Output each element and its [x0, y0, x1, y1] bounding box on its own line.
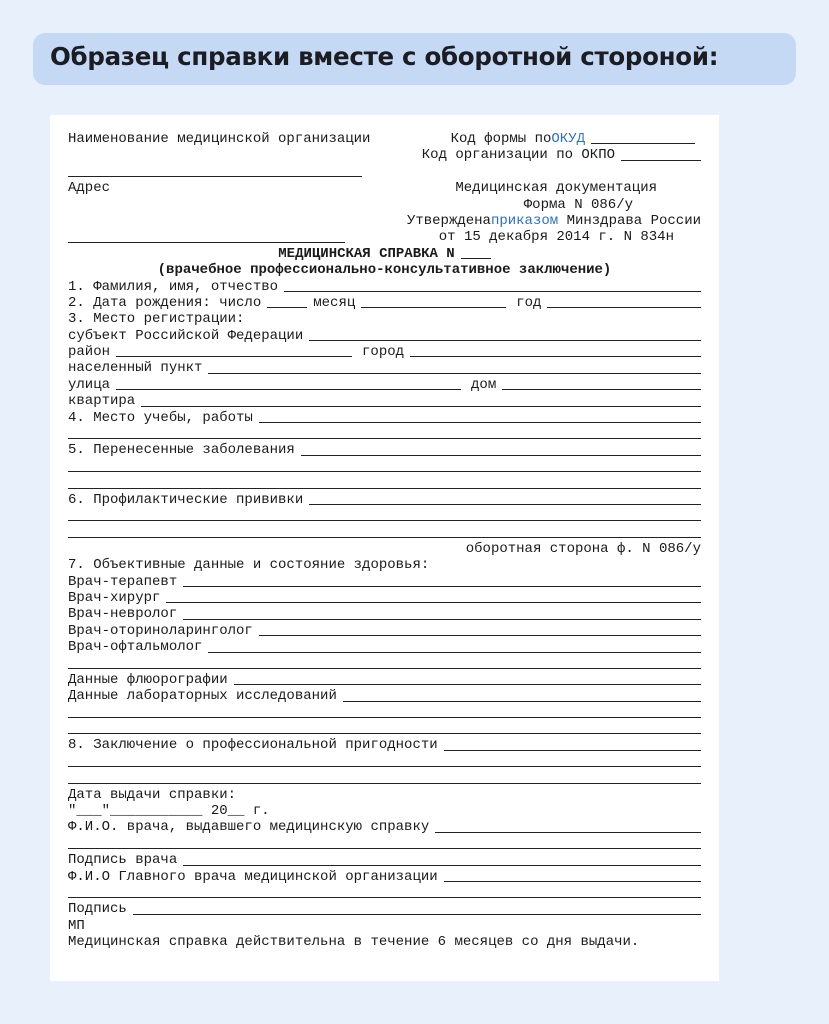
work-row: [68, 410, 701, 426]
lab-row-3: [68, 721, 701, 737]
neurologist-row: [68, 606, 701, 622]
vaccinations-field-2[interactable]: [68, 520, 701, 521]
diseases-label: 5. Перенесенные заболевания: [68, 442, 295, 459]
lab-label: Данные лабораторных исследований: [68, 688, 337, 705]
form-number: Форма N 086/у: [523, 196, 633, 213]
birth-year-field[interactable]: [547, 307, 701, 308]
ent-row: [68, 623, 701, 639]
stamp-label: МП: [68, 917, 85, 934]
diseases-field-3[interactable]: [68, 488, 701, 489]
vaccinations-field-3[interactable]: [68, 537, 701, 538]
subject-field[interactable]: [309, 340, 701, 341]
doctor-name-field[interactable]: [435, 832, 701, 833]
chief-name-row-2: [68, 885, 701, 901]
header-row-3: [68, 164, 701, 180]
ophthalmologist-row: [68, 639, 701, 655]
org-name-label: Наименование медицинской организации: [68, 130, 371, 147]
address-field[interactable]: [68, 242, 345, 243]
lab-field-2[interactable]: [68, 717, 701, 718]
chief-name-field-2[interactable]: [68, 897, 701, 898]
settlement-label: населенный пункт: [68, 360, 203, 377]
approved-label: Утверждена: [406, 212, 491, 229]
doctor-sign-field[interactable]: [183, 865, 701, 866]
settlement-row: [68, 360, 701, 376]
house-field[interactable]: [502, 389, 701, 390]
okpo-label: Код организации по ОКПО: [421, 147, 615, 164]
birthdate-row: [68, 295, 701, 311]
chief-name-field[interactable]: [444, 881, 701, 882]
doctor-name-row-2: [68, 836, 701, 852]
conclusion-field[interactable]: [444, 750, 701, 751]
ophthalmologist-label: Врач-офтальмолог: [68, 639, 203, 656]
med-doc-label: Медицинская документация: [455, 180, 657, 197]
reverse-side-label: оборотная сторона ф. N 086/у: [465, 540, 701, 557]
ophthalmologist-row-2: [68, 656, 701, 672]
header-row-7: [68, 229, 701, 245]
work-label: 4. Место учебы, работы: [68, 409, 253, 426]
apartment-label: квартира: [68, 393, 136, 410]
header-row-5: [68, 197, 701, 213]
address-label: Адрес: [68, 180, 111, 197]
apartment-field[interactable]: [141, 406, 701, 407]
header-row-6: [68, 213, 701, 229]
neurologist-field[interactable]: [183, 619, 701, 620]
header-row-1: [68, 131, 701, 147]
subject-row: [68, 328, 701, 344]
surgeon-row: [68, 590, 701, 606]
ent-label: Врач-оториноларинголог: [68, 622, 253, 639]
diseases-row-2: [68, 459, 701, 475]
medical-certificate-form: [68, 131, 701, 951]
settlement-field[interactable]: [208, 373, 701, 374]
doctor-sign-label: Подпись врача: [68, 852, 178, 869]
street-label: улица: [68, 376, 111, 393]
subject-label: субъект Российской Федерации: [68, 327, 304, 344]
form-code-label: Код формы по: [450, 130, 552, 147]
doctor-name-row: [68, 819, 701, 835]
vaccinations-label: 6. Профилактические прививки: [68, 491, 304, 508]
street-field[interactable]: [116, 389, 461, 390]
registration-row: [68, 311, 701, 327]
apartment-row: [68, 393, 701, 409]
sign-row: [68, 901, 701, 917]
surgeon-field[interactable]: [166, 602, 701, 603]
vaccinations-row-2: [68, 508, 701, 524]
validity-row: [68, 934, 701, 950]
order-date: от 15 декабря 2014 г. N 834н: [438, 229, 674, 246]
birth-month-field[interactable]: [361, 307, 506, 308]
fluoro-label: Данные флюорографии: [68, 671, 228, 688]
birth-day-field[interactable]: [267, 307, 307, 308]
fluoro-row: [68, 672, 701, 688]
issue-date-field[interactable]: "___"___________ 20__ г.: [68, 803, 270, 819]
work-field[interactable]: [259, 422, 701, 423]
okud-field[interactable]: [591, 143, 695, 144]
reverse-side-row: [68, 541, 701, 557]
health-row: [68, 557, 701, 573]
district-label: район: [68, 344, 111, 361]
city-label: город: [362, 344, 405, 361]
chief-name-row: [68, 869, 701, 885]
issue-date-value-row: [68, 803, 701, 819]
certificate-title: МЕДИЦИНСКАЯ СПРАВКА N: [278, 245, 455, 262]
issue-date-label: Дата выдачи справки:: [68, 786, 237, 803]
chief-name-label: Ф.И.О Главного врача медицинской организации: [68, 868, 438, 885]
certificate-title-row: [68, 246, 701, 262]
conclusion-row-2: [68, 754, 701, 770]
validity-note: Медицинская справка действительна в течение 6 месяцев со дня выдачи.: [68, 934, 640, 951]
vaccinations-field[interactable]: [309, 504, 701, 505]
stamp-row: [68, 918, 701, 934]
fluoro-field[interactable]: [234, 684, 701, 685]
certificate-subtitle-row: [68, 262, 701, 278]
street-row: [68, 377, 701, 393]
conclusion-label: 8. Заключение о профессиональной пригодности: [68, 737, 438, 754]
okud-link[interactable]: ОКУД: [551, 130, 585, 147]
birth-year-label: год: [516, 294, 542, 311]
fio-field[interactable]: [284, 291, 701, 292]
page-title: Образец справки вместе с оборотной стороной:: [50, 42, 719, 71]
ministry-label: Минздрава России: [558, 212, 701, 229]
health-label: 7. Объективные данные и состояние здоровья:: [68, 557, 430, 574]
therapist-field[interactable]: [183, 586, 701, 587]
work-field-2[interactable]: [68, 438, 701, 439]
header-row-4: [68, 180, 701, 196]
conclusion-row-3: [68, 770, 701, 786]
vaccinations-row: [68, 492, 701, 508]
conclusion-field-3[interactable]: [68, 783, 701, 784]
lab-field[interactable]: [343, 701, 701, 702]
lab-field-3[interactable]: [68, 733, 701, 734]
doctor-name-label: Ф.И.О. врача, выдавшего медицинскую справку: [68, 819, 430, 836]
lab-row-2: [68, 705, 701, 721]
title-banner: [33, 33, 796, 85]
sign-label: Подпись: [68, 901, 127, 918]
district-field[interactable]: [116, 356, 352, 357]
surgeon-label: Врач-хирург: [68, 589, 161, 606]
fio-row: [68, 279, 701, 295]
house-label: дом: [471, 376, 497, 393]
diseases-row: [68, 442, 701, 458]
fio-label: 1. Фамилия, имя, отчество: [68, 278, 279, 295]
diseases-field[interactable]: [301, 455, 701, 456]
okpo-field[interactable]: [621, 160, 701, 161]
conclusion-row: [68, 737, 701, 753]
ophthalmologist-field-2[interactable]: [68, 668, 701, 669]
birth-day-label: 2. Дата рождения: число: [68, 294, 262, 311]
district-row: [68, 344, 701, 360]
birth-month-label: месяц: [313, 294, 356, 311]
diseases-field-2[interactable]: [68, 471, 701, 472]
certificate-subtitle: (врачебное профессионально-консультативное заключение): [157, 262, 612, 279]
org-name-field[interactable]: [68, 176, 362, 177]
issue-date-row: [68, 787, 701, 803]
sign-field[interactable]: [133, 914, 701, 915]
therapist-row: [68, 574, 701, 590]
doctor-name-field-2[interactable]: [68, 848, 701, 849]
therapist-label: Врач-терапевт: [68, 573, 178, 590]
header-row-2: [68, 147, 701, 163]
lab-row: [68, 688, 701, 704]
conclusion-field-2[interactable]: [68, 766, 701, 767]
ophthalmologist-field[interactable]: [208, 652, 701, 653]
city-field[interactable]: [410, 356, 701, 357]
diseases-row-3: [68, 475, 701, 491]
ent-field[interactable]: [259, 635, 701, 636]
registration-label: 3. Место регистрации:: [68, 311, 245, 328]
work-row-2: [68, 426, 701, 442]
order-link[interactable]: приказом: [490, 212, 559, 229]
vaccinations-row-3: [68, 524, 701, 540]
certificate-number-field[interactable]: [461, 258, 491, 259]
doctor-sign-row: [68, 852, 701, 868]
neurologist-label: Врач-невролог: [68, 606, 178, 623]
